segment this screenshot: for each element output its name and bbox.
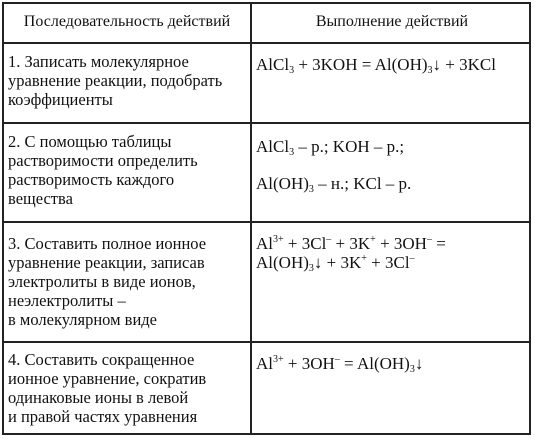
eq-part: = Al(OH) bbox=[339, 354, 410, 373]
eq-sup: 3+ bbox=[273, 354, 284, 365]
eq-part: – н.; KCl – р. bbox=[313, 174, 412, 193]
eq-part: + 3OH bbox=[375, 234, 427, 253]
eq-part: ↓ + 3KCl bbox=[432, 55, 496, 74]
eq-sub: 3 bbox=[308, 184, 314, 195]
step-3-full-ionic-equation bbox=[256, 234, 528, 272]
step-2-text bbox=[8, 132, 246, 208]
header-left: Последовательность действий bbox=[23, 13, 231, 30]
eq-part: + 3Cl bbox=[366, 253, 410, 272]
step-1-text bbox=[8, 52, 246, 109]
step-4-line-1: 4. Составить сокращенное bbox=[8, 350, 195, 369]
step-3-line-1: 3. Составить полное ионное bbox=[8, 234, 207, 253]
eq-sup: – bbox=[334, 354, 340, 365]
step-3-line-4: неэлектролиты – bbox=[8, 291, 126, 310]
eq-sup: – bbox=[326, 234, 332, 245]
eq-part: – р.; KOH – р.; bbox=[294, 137, 405, 156]
row-divider bbox=[4, 42, 529, 44]
eq-sub: 3 bbox=[409, 364, 415, 375]
step-4-text bbox=[8, 350, 246, 426]
eq-part: Al bbox=[256, 354, 273, 373]
step-2-line-3: растворимость каждого bbox=[8, 170, 175, 189]
step-2-solubility-1 bbox=[256, 137, 528, 156]
row-divider bbox=[4, 341, 529, 343]
eq-part: Al(OH) bbox=[256, 253, 309, 272]
eq-part: AlCl bbox=[256, 137, 290, 156]
eq-sub: 3 bbox=[289, 65, 295, 76]
row-divider bbox=[4, 122, 529, 124]
eq-part: ↓ + 3K bbox=[313, 253, 362, 272]
step-1-line-3: коэффициенты bbox=[8, 90, 113, 109]
step-2-line-4: вещества bbox=[8, 189, 73, 208]
eq-sup: – bbox=[426, 234, 432, 245]
step-2-line-2: растворимости определить bbox=[8, 151, 198, 170]
step-4-line-4: и правой частях уравнения bbox=[8, 407, 198, 426]
eq-sub: 3 bbox=[289, 147, 295, 158]
eq-part: ↓ bbox=[414, 354, 424, 373]
row-divider bbox=[4, 221, 529, 223]
step-1-line-1: 1. Записать молекулярное bbox=[8, 52, 189, 71]
step-4-short-ionic-equation bbox=[256, 354, 528, 373]
eq-part: Al bbox=[256, 234, 273, 253]
step-2-line-1: 2. С помощью таблицы bbox=[8, 132, 172, 151]
eq-part: Al(OH) bbox=[256, 174, 309, 193]
step-4-line-3: одинаковые ионы в левой bbox=[8, 388, 189, 407]
eq-sup: – bbox=[409, 253, 415, 264]
column-divider bbox=[250, 4, 252, 433]
step-3-line-5: в молекулярном виде bbox=[8, 310, 157, 329]
eq-part: AlCl bbox=[256, 55, 290, 74]
step-4-line-2: ионное уравнение, сократив bbox=[8, 369, 207, 388]
eq-part: + 3KOH = Al(OH) bbox=[294, 55, 428, 74]
header-right: Выполнение действий bbox=[315, 13, 469, 30]
step-1-line-2: уравнение реакции, подобрать bbox=[8, 71, 223, 90]
eq-part: + 3OH bbox=[283, 354, 335, 373]
step-3-line-2: уравнение реакции, записав bbox=[8, 253, 205, 272]
eq-part: + 3Cl bbox=[283, 234, 327, 253]
step-3-text bbox=[8, 234, 246, 329]
eq-sup: 3+ bbox=[273, 234, 284, 245]
eq-sup: + bbox=[370, 234, 376, 245]
eq-sub: 3 bbox=[308, 263, 314, 274]
eq-sup: + bbox=[361, 253, 367, 264]
eq-part: + 3K bbox=[331, 234, 371, 253]
eq-part: = bbox=[431, 234, 446, 253]
step-2-solubility-2 bbox=[256, 174, 528, 193]
step-3-line-3: электролиты в виде ионов, bbox=[8, 272, 196, 291]
step-1-equation bbox=[256, 55, 528, 74]
eq-sub: 3 bbox=[427, 65, 433, 76]
actions-table bbox=[2, 2, 531, 435]
